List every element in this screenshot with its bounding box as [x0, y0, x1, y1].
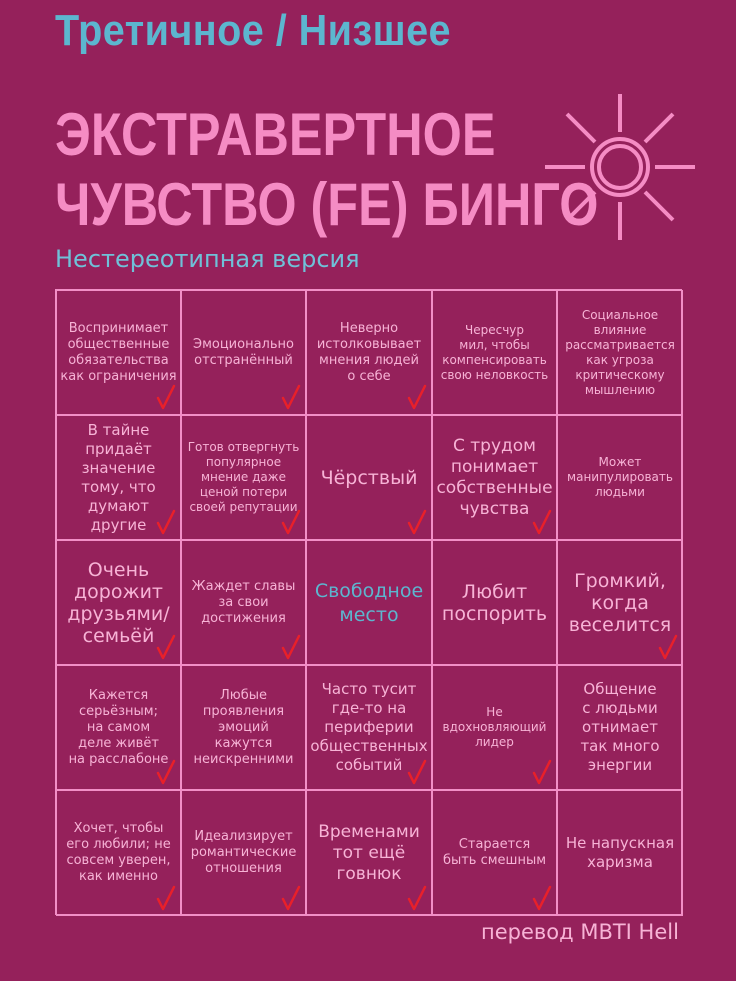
bingo-cell[interactable]: [56, 415, 181, 540]
bingo-cell-text: Громкий, когда веселится: [568, 569, 672, 636]
bingo-cell-text: Любые проявления эмоций кажутся неискренними: [193, 687, 294, 767]
bingo-cell[interactable]: [306, 790, 432, 916]
bingo-cell[interactable]: [557, 415, 683, 540]
main-title-line2: ЧУВСТВО (FE) БИНГО: [55, 171, 599, 238]
bingo-cell-text: Неверно истолковывает мнения людей о себе: [316, 320, 422, 384]
bingo-cell-text: Воспринимает общественные обязательства как ограничения: [60, 320, 177, 384]
checkmark-icon: [281, 384, 301, 410]
bingo-cell-text: Временами тот ещё говнюк: [318, 821, 420, 884]
checkmark-icon: [281, 885, 301, 911]
bingo-grid: [55, 289, 682, 915]
bingo-cell-text: С трудом понимает собственные чувства: [436, 435, 553, 519]
bingo-cell-text: Свободное место: [314, 579, 424, 626]
bingo-cell-text: Старается быть смешным: [442, 837, 547, 868]
bingo-cell-text: Хочет, чтобы его любили; не совсем уверен, как именно: [66, 821, 171, 884]
bingo-cell-text: Общение с людьми отнимает так много энергии: [580, 680, 660, 774]
translation-credit: перевод MBTI Hell: [481, 920, 679, 944]
bingo-cell[interactable]: [432, 540, 557, 665]
bingo-cell[interactable]: [56, 540, 181, 665]
checkmark-icon: [156, 509, 176, 535]
bingo-cell[interactable]: [557, 790, 683, 916]
bingo-cell-text: Социальное влияние рассматривается как угроза критическому мышлению: [565, 307, 675, 397]
main-title: [55, 100, 598, 240]
bingo-cell[interactable]: [56, 290, 181, 415]
main-title-line1: ЭКСТРАВЕРТНОЕ: [55, 101, 496, 168]
checkmark-icon: [281, 634, 301, 660]
bingo-cell[interactable]: [181, 665, 306, 790]
checkmark-icon: [658, 634, 678, 660]
bingo-cell[interactable]: [181, 290, 306, 415]
bingo-cell[interactable]: [432, 415, 557, 540]
sun-icon: [545, 92, 695, 242]
bingo-cell-text: Очень дорожит друзьями/ семьёй: [67, 558, 170, 647]
bingo-cell[interactable]: [306, 415, 432, 540]
bingo-cell-text: Может манипулировать людьми: [567, 455, 673, 499]
bingo-cell[interactable]: [557, 290, 683, 415]
bingo-cell[interactable]: [56, 790, 181, 916]
bingo-cell-text: Чересчур мил, чтобы компенсировать свою неловкость: [440, 322, 549, 382]
checkmark-icon: [156, 634, 176, 660]
checkmark-icon: [156, 384, 176, 410]
bingo-cell-text: В тайне придаёт значение тому, что думают другие: [81, 420, 156, 534]
bingo-cell-text: Жаждет славы за свои достижения: [191, 578, 296, 626]
bingo-cell-text: Эмоционально отстранённый: [193, 336, 294, 368]
bingo-cell-text: Не вдохновляющий лидер: [442, 705, 547, 749]
top-title: Третичное / Низшее: [55, 6, 452, 55]
checkmark-icon: [156, 885, 176, 911]
bingo-cell-text: Любит поспорить: [441, 580, 548, 625]
checkmark-icon: [407, 509, 427, 535]
bingo-cell[interactable]: [56, 665, 181, 790]
checkmark-icon: [532, 759, 552, 785]
bingo-cell-text: Часто тусит где-то на периферии общественных событий: [310, 680, 428, 774]
bingo-cell[interactable]: [557, 665, 683, 790]
bingo-cell-text: Готов отвергнуть популярное мнение даже ценой потери своей репутации: [187, 440, 300, 514]
checkmark-icon: [156, 759, 176, 785]
bingo-cell[interactable]: [432, 665, 557, 790]
bingo-cell[interactable]: [306, 665, 432, 790]
bingo-cell[interactable]: [432, 290, 557, 415]
bingo-cell-text: Не напускная харизма: [565, 834, 675, 871]
bingo-cell-text: Кажется серьёзным; на самом деле живёт на расслабоне: [68, 687, 169, 767]
bingo-cell[interactable]: [306, 540, 432, 665]
bingo-cell-text: Чёрствый: [320, 466, 418, 489]
bingo-cell[interactable]: [181, 540, 306, 665]
checkmark-icon: [407, 384, 427, 410]
checkmark-icon: [532, 885, 552, 911]
bingo-cell[interactable]: [557, 540, 683, 665]
bingo-cell[interactable]: [306, 290, 432, 415]
checkmark-icon: [407, 885, 427, 911]
bingo-cell[interactable]: [432, 790, 557, 916]
checkmark-icon: [281, 509, 301, 535]
bingo-cell[interactable]: [181, 415, 306, 540]
bingo-cell-text: Идеализирует романтические отношения: [190, 829, 297, 876]
subtitle: Нестереотипная версия: [55, 245, 360, 273]
bingo-cell[interactable]: [181, 790, 306, 916]
checkmark-icon: [407, 759, 427, 785]
checkmark-icon: [532, 509, 552, 535]
